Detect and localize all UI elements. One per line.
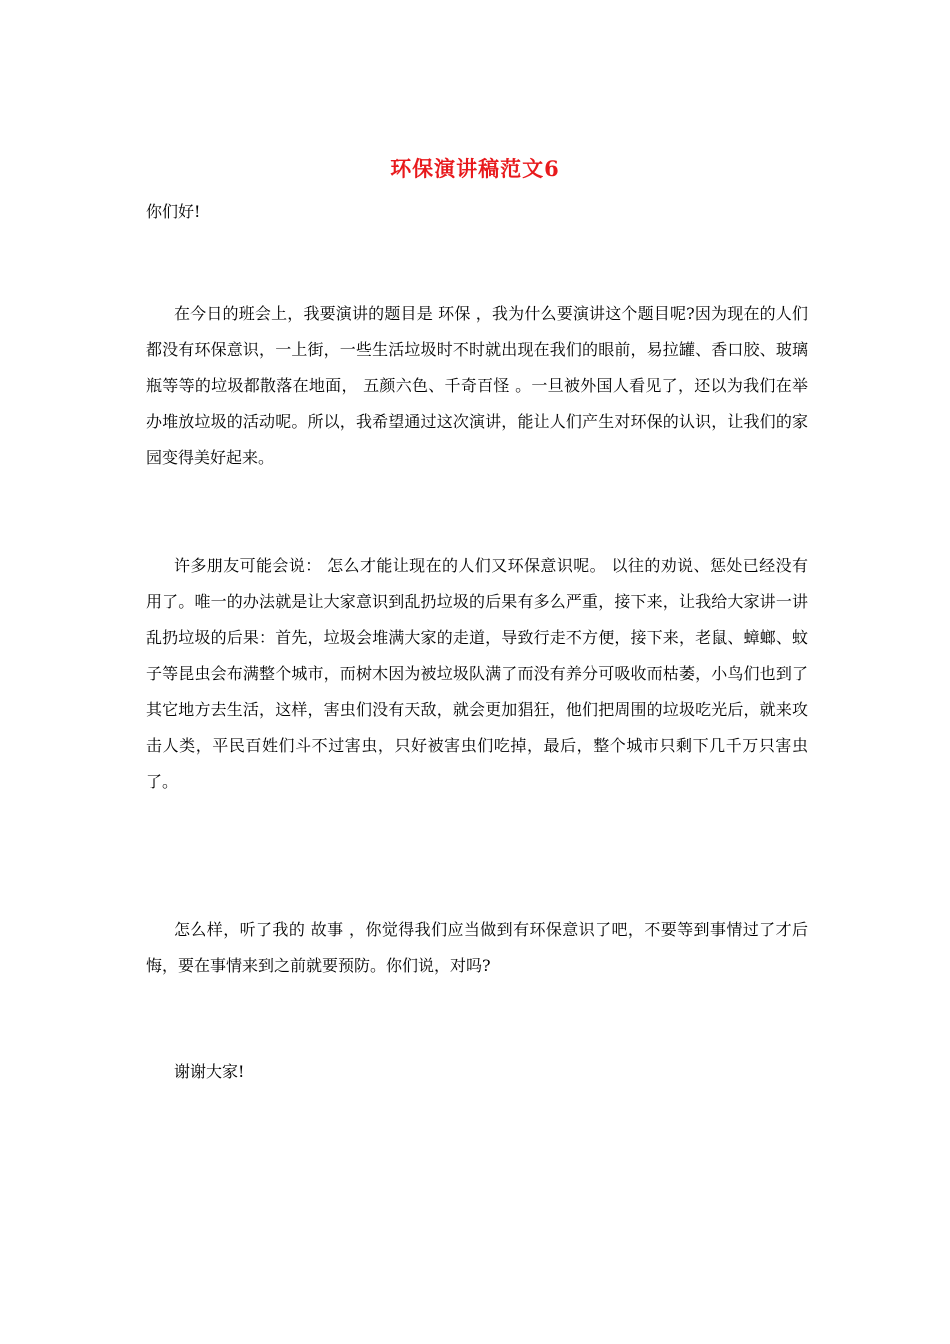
paragraph-1: 在今日的班会上，我要演讲的题目是 环保 ，我为什么要演讲这个题目呢?因为现在的人们都没有环保意识，一上街，一些生活垃圾时不时就出现在我们的眼前，易拉罐、香口胶、玻璃瓶等等的垃圾都散落在地面， 五颜六色、千奇百怪 。一旦被外国人看见了，还以为我们在举办堆放垃圾的活动呢。所以，我希望通过这次演讲，能让人们产生对环保的认识，让我们的家园变得美好起来。 bbox=[146, 304, 808, 467]
paragraph-3: 怎么样，听了我的 故事 ，你觉得我们应当做到有环保意识了吧，不要等到事情过了才后悔，要在事情来到之前就要预防。你们说，对吗? bbox=[146, 920, 808, 975]
paragraph-2: 许多朋友可能会说： 怎么才能让现在的人们又环保意识呢。 以往的劝说、惩处已经没有用了。唯一的办法就是让大家意识到乱扔垃圾的后果有多么严重，接下来，让我给大家讲一讲乱扔垃圾的后果：首先，垃圾会堆满大家的走道，导致行走不方便，接下来，老鼠、蟑螂、蚊子等昆虫会布满整个城市，而树木因为被垃圾队满了而没有养分可吸收而枯萎，小鸟们也到了其它地方去生活，这样，害虫们没有天敌，就会更加猖狂，他们把周围的垃圾吃光后，就来攻击人类，平民百姓们斗不过害虫，只好被害虫们吃掉，最后，整个城市只剩下几千万只害虫了。 bbox=[146, 556, 808, 791]
document-title: 环保演讲稿范文6 bbox=[390, 156, 560, 181]
closing-text: 谢谢大家! bbox=[174, 1062, 245, 1081]
greeting-text: 你们好! bbox=[146, 202, 201, 221]
